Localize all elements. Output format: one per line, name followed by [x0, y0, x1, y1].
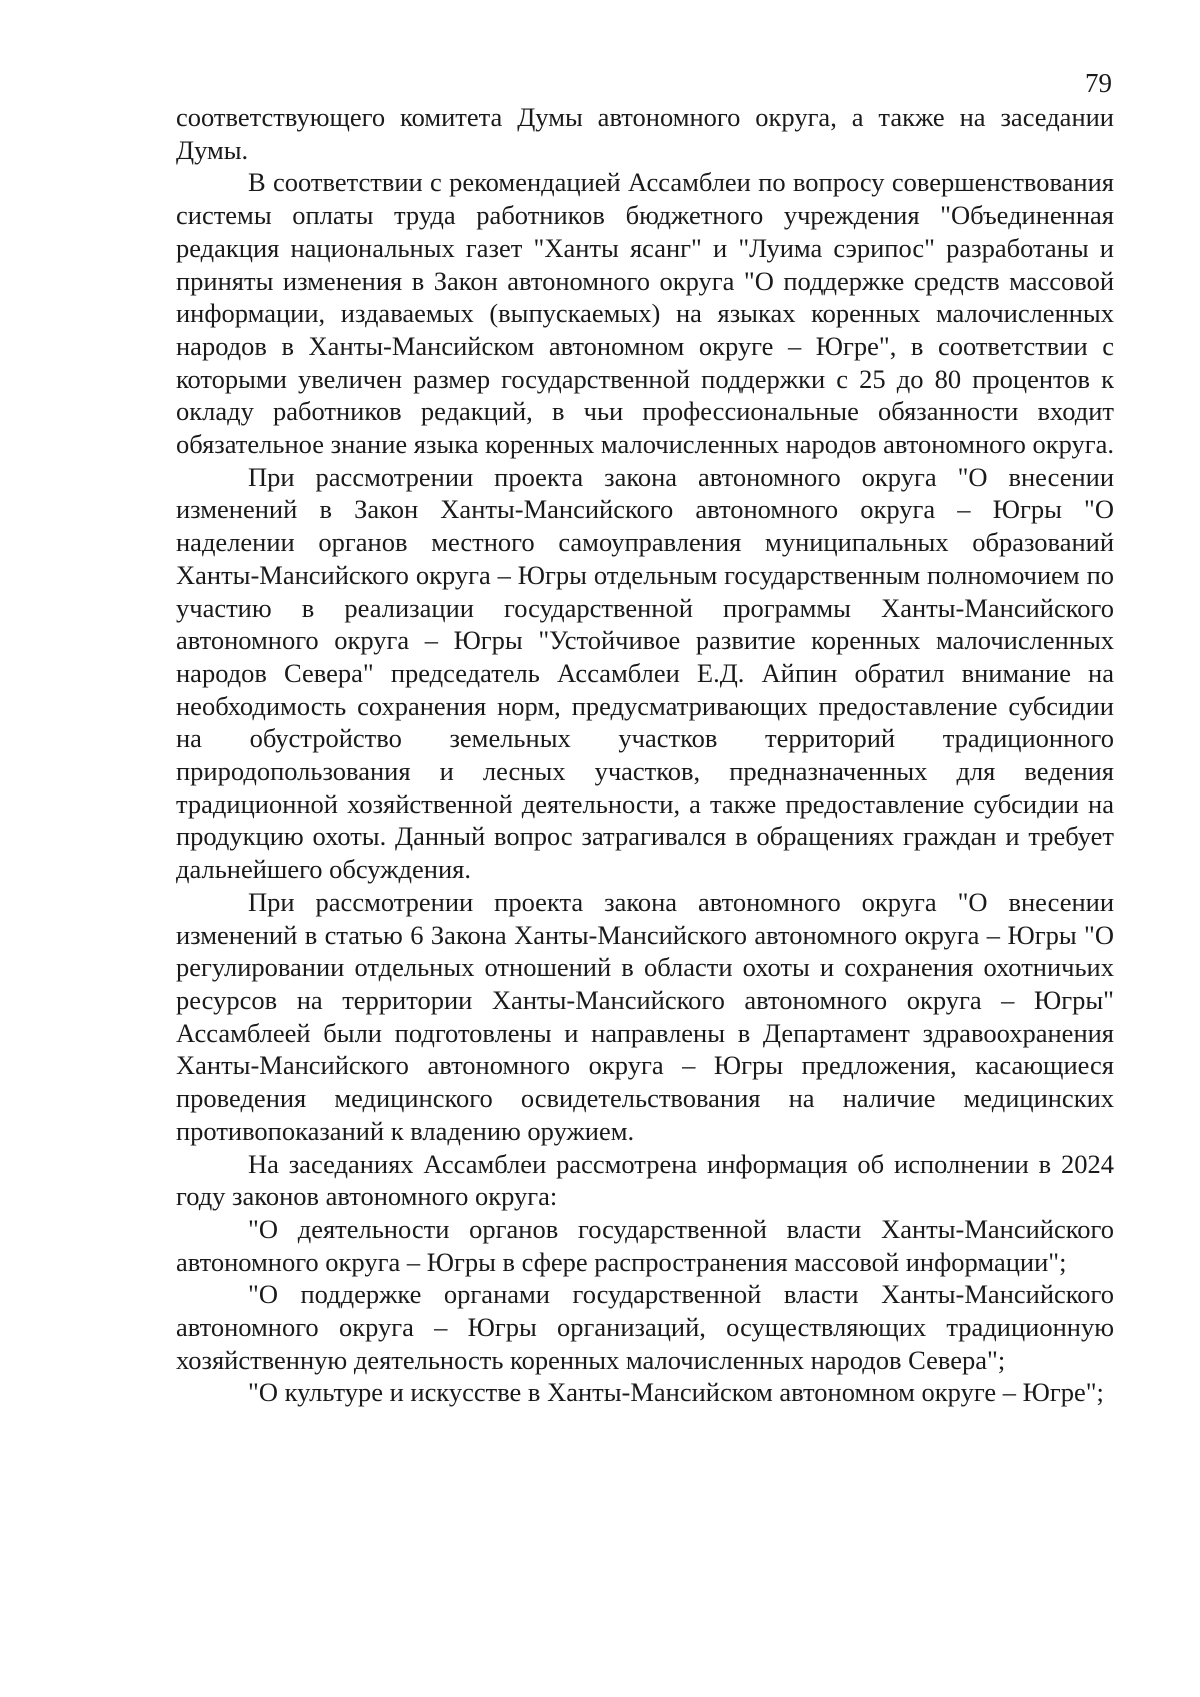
page-number: 79	[1085, 68, 1112, 98]
paragraph-continuation: соответствующего комитета Думы автономного округа, а также на заседании Думы.	[176, 102, 1114, 165]
paragraph-hunting-law: При рассмотрении проекта закона автономного округа "О внесении изменений в статью 6 Закона Ханты-Мансийского автономного округа – Югры "О регулировании отдельных отношений в области охоты и сохранения охотничьих ресурсов на территории Ханты-Мансийского автономного округа – Югры" Ассамблеей были подготовлены и направлены в Департамент здравоохранения Ханты-Мансийского автономного округа – Югры предложения, касающиеся проведения медицинского освидетельствования на наличие медицинских противопоказаний к владению оружием.	[176, 886, 1114, 1146]
list-item-traditional-economy-law: "О поддержке органами государственной власти Ханты-Мансийского автономного округа – Югры организаций, осуществляющих традиционную хозяйственную деятельность коренных малочисленных народов Севера";	[176, 1279, 1114, 1375]
list-item-culture-law: "О культуре и искусстве в Ханты-Мансийском автономном округе – Югре";	[248, 1377, 1104, 1408]
document-body	[176, 101, 1114, 1409]
paragraph-salary-support: В соответствии с рекомендацией Ассамблеи по вопросу совершенствования системы оплаты труда работников бюджетного учреждения "Объединенная редакция национальных газет "Ханты ясанг" и "Луима сэрипос" разработаны и приняты изменения в Закон автономного округа "О поддержке средств массовой информации, издаваемых (выпускаемых) на языках коренных малочисленных народов в Ханты-Мансийском автономном округе – Югре", в соответствии с которыми увеличен размер государственной поддержки с 25 до 80 процентов к окладу работников редакций, в чьи профессиональные обязанности входит обязательное знание языка коренных малочисленных народов автономного округа.	[176, 167, 1114, 460]
list-item-mass-media-law: "О деятельности органов государственной власти Ханты-Мансийского автономного округа – Югры в сфере распространения массовой информации";	[176, 1213, 1114, 1277]
paragraph-laws-review-intro: На заседаниях Ассамблеи рассмотрена информация об исполнении в 2024 году законов автономного округа:	[176, 1148, 1114, 1212]
paragraph-local-government-law: При рассмотрении проекта закона автономного округа "О внесении изменений в Закон Ханты-Мансийского автономного округа – Югры "О наделении органов местного самоуправления муниципальных образований Ханты-Мансийского округа – Югры отдельным государственным полномочием по участию в реализации государственной программы Ханты-Мансийского автономного округа – Югры "Устойчивое развитие коренных малочисленных народов Севера" председатель Ассамблеи Е.Д. Айпин обратил внимание на необходимость сохранения норм, предусматривающих предоставление субсидии на обустройство земельных участков территорий традиционного природопользования и лесных участков, предназначенных для ведения традиционной хозяйственной деятельности, а также предоставление субсидии на продукцию охоты. Данный вопрос затрагивался в обращениях граждан и требует дальнейшего обсуждения.	[176, 461, 1114, 885]
